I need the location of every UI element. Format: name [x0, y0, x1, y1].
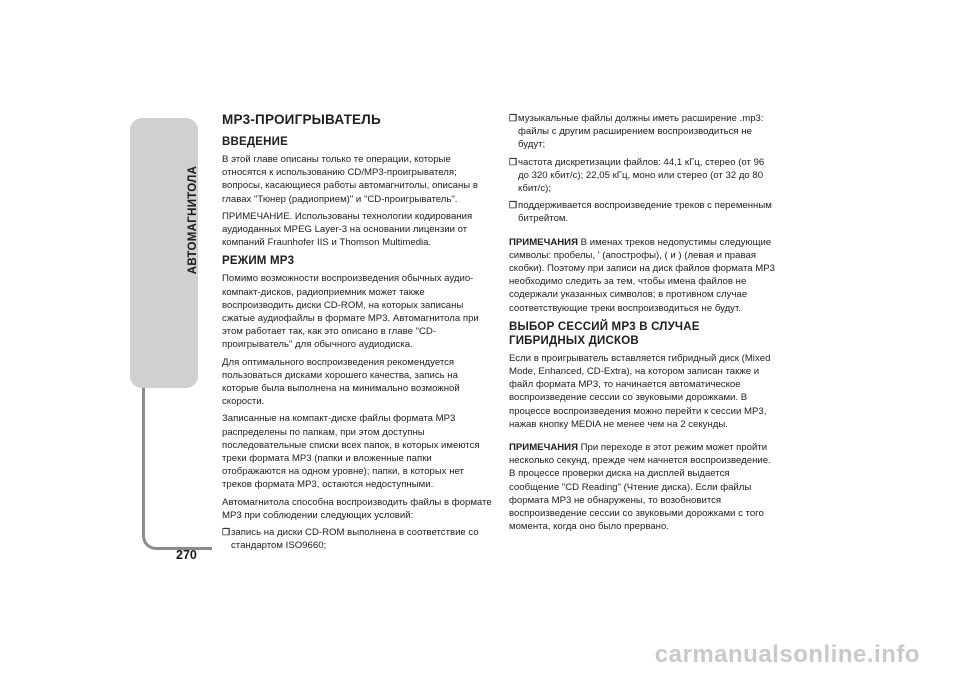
list-item — [222, 526, 494, 552]
note-1-text: В именах треков недопустимы следующие символы: пробелы, ' (апострофы), ( и ) (левая и правая скобки). Поэтому при записи на диск файлов формата MP3 необходимо следить за тем, чтобы имена файлов не содержали указанных символов; в противном случае соответствующие треки воспроизводиться не будут. — [509, 236, 775, 314]
mode-paragraph-2: Для оптимального воспроизведения рекомендуется пользоваться дисками хорошего качества, запись на которые была выполнена на минимально возможной скорости. — [222, 356, 460, 408]
intro-heading: ВВЕДЕНИЕ — [222, 136, 288, 148]
list-item — [509, 199, 777, 225]
page-title: MP3-ПРОИГРЫВАТЕЛЬ — [222, 112, 381, 127]
mode-paragraph-1: Помимо возможности воспроизведения обычных аудио-компакт-дисков, радиоприемник может также воспроизводить диски CD-ROM, на которых записаны сжатые аудиофайлы в формате MP3. Автомагнитола при этом работает так, как это описано в главе "CD-проигрыватель" для обычного аудиодиска. — [222, 273, 479, 351]
checkbox-bullet-icon: ❒ — [222, 527, 231, 538]
right-column — [509, 112, 777, 537]
intro-paragraph-1: В этой главе описаны только те операции, которые относятся к использованию CD/MP3-проигрывателя; вопросы, касающиеся работы автомагнитолы, описаны в главах "Тюнер (радиоприем)" и "CD-проигрыватель". — [222, 154, 478, 205]
list-item-text: запись на диски CD-ROM выполнена в соответствие со стандартом ISO9660; — [231, 527, 479, 552]
mode-paragraph-3: Записанные на компакт-диске файлы формата MP3 распределены по папкам, при этом доступны последовательные списки всех папок, в которых имеются треки формата MP3 (папки и вложенные папки отображаются на одном уровне); папки, в которых нет треков формата MP3, остаются недоступными. — [222, 413, 480, 491]
list-item-text: музыкальные файлы должны иметь расширение .mp3: файлы с другим расширением воспроизводиться не будут; — [518, 113, 764, 151]
list-item — [509, 112, 777, 152]
mode-heading: РЕЖИМ MP3 — [222, 255, 295, 268]
session-heading: ВЫБОР СЕССИЙ MP3 В СЛУЧАЕ ГИБРИДНЫХ ДИСКОВ — [509, 320, 700, 347]
watermark: carmanualsonline.info — [654, 641, 920, 668]
list-item-text: поддерживается воспроизведение треков с переменным битрейтом. — [518, 200, 772, 225]
list-item — [509, 156, 777, 196]
checkbox-bullet-icon: ❒ — [509, 200, 518, 211]
checkbox-bullet-icon: ❒ — [509, 113, 518, 123]
page-number: 270 — [176, 548, 197, 562]
note-2 — [509, 441, 777, 533]
note-1-label: ПРИМЕЧАНИЯ — [509, 236, 578, 248]
left-column — [222, 112, 494, 556]
note-2-label: ПРИМЕЧАНИЯ — [509, 442, 578, 454]
note-2-text: При переходе в этот режим может пройти несколько секунд, прежде чем начнется воспроизведение. В процессе проверки диска на дисплей выдается сообщение "CD Reading" (Чтение диска). Если файлы формата MP3 не обнаружены, то возобновится воспроизведение сессии со звуковыми дорожками с того момента, когда оно было прервано. — [509, 442, 771, 533]
section-tab-label: АВТОМАГНИТОЛА — [187, 165, 199, 275]
note-1 — [509, 236, 777, 315]
list-item-text: частота дискретизации файлов: 44,1 кГц, стерео (от 96 до 320 кбит/с); 22,05 кГц, моно или стерео (от 32 до 80 кбит/с); — [518, 156, 765, 195]
intro-paragraph-2: ПРИМЕЧАНИЕ. Использованы технологии кодирования аудиоданных MPEG Layer-3 на основании лицензии от компаний Fraunhofer IIS и Thomson Multimedia. — [222, 210, 473, 249]
session-paragraph: Если в проигрыватель вставляется гибридный диск (Mixed Mode, Enhanced, CD-Extra), на котором записан также и файл формата MP3, то начинается автоматическое воспроизведение сессии со звуковыми дорожками. В процессе воспроизведения можно перейти к сессии MP3, нажав кнопку MEDIA не менее чем на 2 секунды. — [509, 352, 771, 430]
checkbox-bullet-icon: ❒ — [509, 156, 518, 167]
mode-paragraph-4: Автомагнитола способна воспроизводить файлы в формате MP3 при соблюдении следующих условий: — [222, 496, 492, 521]
